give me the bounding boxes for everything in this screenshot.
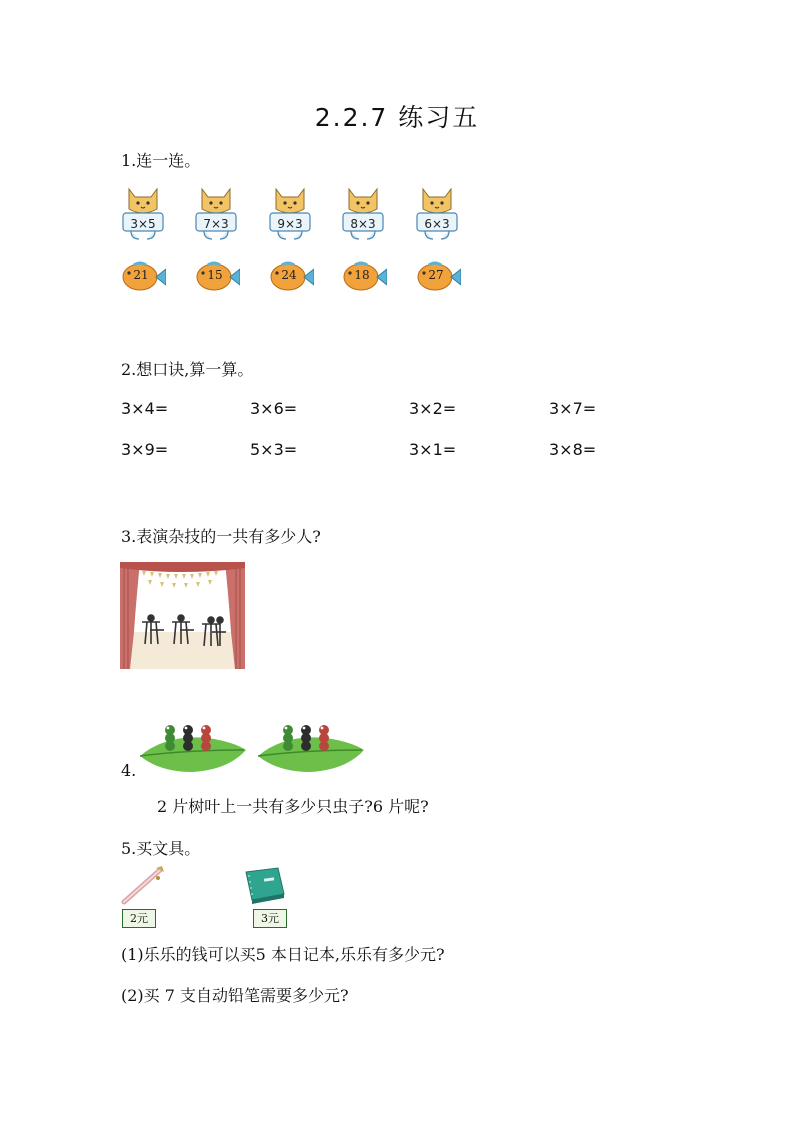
notebook-illustration	[240, 866, 286, 906]
cat-sign-label: 9×3	[277, 217, 303, 231]
leaf-with-caterpillars-illustration	[254, 720, 366, 776]
pencil-price-tag: 2元	[122, 909, 156, 928]
fish-with-number[interactable]	[341, 261, 387, 293]
leaf-with-caterpillars-illustration	[136, 720, 248, 776]
cat-with-sign[interactable]	[192, 183, 240, 241]
cat-with-sign[interactable]	[339, 183, 387, 241]
math-problem: 3×7=	[549, 399, 597, 418]
fish-with-number[interactable]	[268, 261, 314, 293]
math-problem: 3×6=	[250, 399, 298, 418]
cat-sign-label: 8×3	[350, 217, 376, 231]
page-title: 2.2.7 练习五	[314, 103, 480, 132]
fish-with-number[interactable]	[415, 261, 461, 293]
math-problem: 3×2=	[409, 399, 457, 418]
fish-with-number[interactable]	[120, 261, 166, 293]
math-problem: 3×8=	[549, 440, 597, 459]
q2-heading: 2.想口诀,算一算。	[121, 360, 254, 379]
cat-sign-label: 6×3	[424, 217, 450, 231]
math-problem: 5×3=	[250, 440, 298, 459]
q4-number: 4.	[121, 761, 137, 780]
cat-with-sign[interactable]	[119, 183, 167, 241]
cat-icon	[192, 183, 240, 241]
fish-number-label: 27	[428, 268, 444, 282]
cat-with-sign[interactable]	[413, 183, 461, 241]
cat-sign-label: 3×5	[130, 217, 156, 231]
fish-with-number[interactable]	[194, 261, 240, 293]
q1-heading: 1.连一连。	[121, 151, 201, 170]
math-problem: 3×9=	[121, 440, 169, 459]
q4-text: 2 片树叶上一共有多少只虫子?6 片呢?	[157, 797, 429, 816]
notebook-price-tag: 3元	[253, 909, 287, 928]
cat-sign-label: 7×3	[203, 217, 229, 231]
cat-icon	[266, 183, 314, 241]
fish-number-label: 21	[133, 268, 149, 282]
q5-heading: 5.买文具。	[121, 839, 201, 858]
q5-sub1: (1)乐乐的钱可以买5 本日记本,乐乐有多少元?	[121, 945, 445, 964]
cat-icon	[339, 183, 387, 241]
math-problem: 3×4=	[121, 399, 169, 418]
q3-heading: 3.表演杂技的一共有多少人?	[121, 527, 321, 546]
q5-sub2: (2)买 7 支自动铅笔需要多少元?	[121, 986, 349, 1005]
cat-with-sign[interactable]	[266, 183, 314, 241]
fish-number-label: 18	[354, 268, 370, 282]
cat-icon	[119, 183, 167, 241]
mechanical-pencil-illustration	[120, 864, 168, 906]
fish-number-label: 24	[281, 268, 297, 282]
fish-number-label: 15	[207, 268, 223, 282]
acrobat-stage-illustration	[120, 562, 245, 669]
math-problem: 3×1=	[409, 440, 457, 459]
cat-icon	[413, 183, 461, 241]
